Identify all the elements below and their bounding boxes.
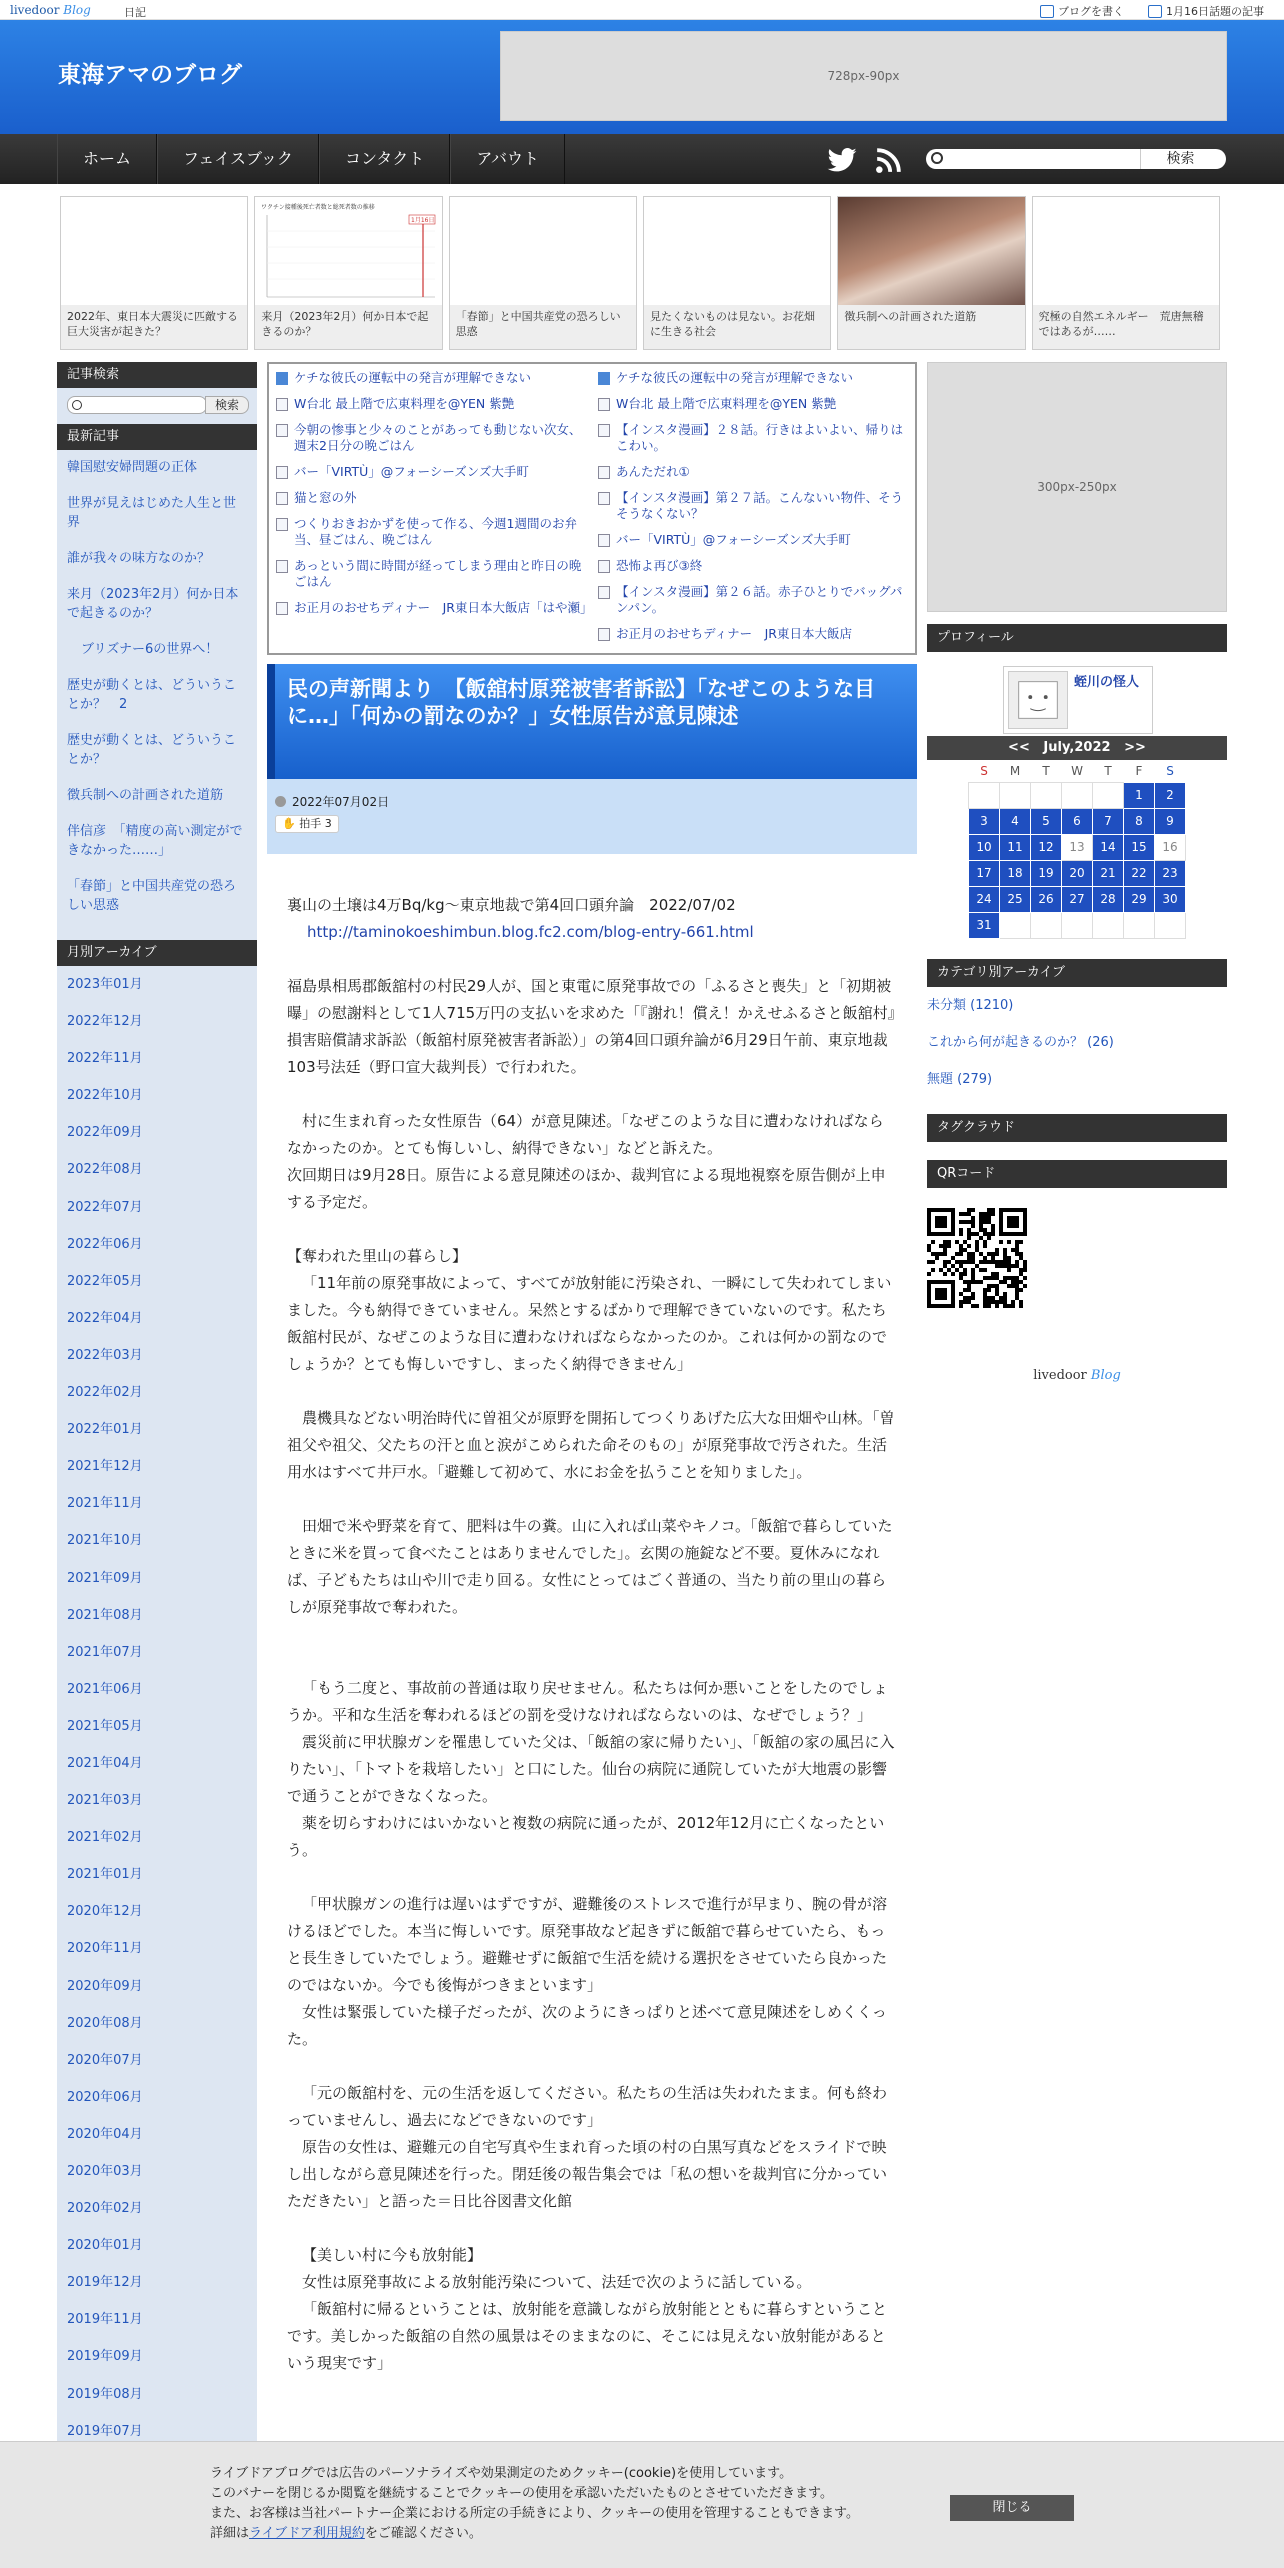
recent-posts-heading: 最新記事 bbox=[57, 424, 257, 450]
calendar-day-link[interactable]: 6 bbox=[1062, 808, 1093, 834]
archive-month-link[interactable]: 2019年07月 bbox=[67, 2423, 143, 2439]
sidebar-search-heading: 記事検索 bbox=[57, 362, 257, 388]
cookie-line: ライブドアブログでは広告のパーソナライズや効果測定のためクッキー(cookie)を使用しています。 bbox=[210, 2466, 793, 2481]
archive-month-link[interactable]: 2019年12月 bbox=[67, 2275, 143, 2291]
sidebar-ad-slot: 300px-250px bbox=[927, 362, 1227, 612]
recent-article-item[interactable] bbox=[595, 422, 913, 454]
thumb-card[interactable] bbox=[643, 196, 831, 350]
clap-icon: ✋ bbox=[282, 817, 296, 830]
article-title[interactable]: 民の声新聞より 【飯舘村原発被害者訴訟】「なぜこのような目に…」「何かの罰なのか？」女性原告が意見陳述 bbox=[287, 677, 875, 728]
cookie-line-pre: 詳細は bbox=[210, 2526, 250, 2541]
thumb-chart-title: ワクチン接種後死亡者数と総死者数の推移 bbox=[261, 204, 376, 211]
clap-count: 3 bbox=[324, 817, 332, 830]
check-icon bbox=[598, 372, 610, 385]
calendar-day-link[interactable]: 18 bbox=[1000, 860, 1031, 886]
thumb-caption: 来月（2023年2月）何か日本で起きるのか？ bbox=[255, 305, 441, 349]
terms-link[interactable]: ライブドア利用規約 bbox=[249, 2526, 365, 2541]
calendar-icon bbox=[1148, 5, 1162, 18]
weekday-label: F bbox=[1135, 763, 1143, 778]
header-ad-slot: 728px-90px bbox=[500, 31, 1227, 121]
thumb-card[interactable] bbox=[837, 196, 1025, 350]
calendar-empty-cell bbox=[1031, 782, 1062, 808]
archive-month-link[interactable]: 2022年06月 bbox=[67, 1236, 143, 1252]
document-icon bbox=[598, 586, 610, 599]
article-subheading: 【奪われた里山の暮らし】 bbox=[287, 1247, 468, 1265]
category-link[interactable]: 未分類 (1210) bbox=[927, 997, 1014, 1013]
archive-month-link[interactable]: 2021年06月 bbox=[67, 1681, 143, 1697]
article-paragraph: 「もう二度と、事故前の普通は取り戻せません。私たちは何か悪いことをしたのでしょうか。平和な生活を奪われるほどの罰を受けなければならないのは、なぜでしょう？」 bbox=[287, 1679, 888, 1724]
article-paragraph: 裏山の土壌は4万Bq/kg～東京地裁で第4回口頭弁論 2022/07/02 bbox=[287, 896, 736, 914]
document-icon bbox=[276, 492, 288, 505]
archive-month-link[interactable]: 2022年03月 bbox=[67, 1347, 143, 1363]
recent-article-item[interactable] bbox=[273, 490, 591, 506]
source-link[interactable]: http://taminokoeshimbun.blog.fc2.com/blog-entry-661.html bbox=[307, 923, 754, 941]
recent-post-link[interactable]: 来月（2023年2月）何か日本で起きるのか？ bbox=[67, 587, 239, 621]
recent-article-title: 今朝の惨事と少々のことがあっても動じない次女、週末2日分の晩ごはん bbox=[294, 422, 582, 453]
calendar-day-link[interactable]: 20 bbox=[1062, 860, 1093, 886]
article-paragraph: 「11年前の原発事故によって、すべてが放射能に汚染され、一瞬にして失われてしまいました。今も納得できていません。呆然とするばかりで理解できていないのです。私たち飯舘村民が、なぜこのような目に遭わなければならなかったのか。これは何かの罰なのでしょうか？とても悔しいですし、まったく納得できません」 bbox=[287, 1274, 892, 1373]
category-link[interactable]: 無題 (279) bbox=[927, 1071, 993, 1087]
recent-article-item[interactable] bbox=[595, 558, 913, 574]
site-header bbox=[0, 20, 1284, 134]
recent-article-item[interactable] bbox=[273, 558, 591, 590]
calendar-day-link[interactable]: 15 bbox=[1124, 834, 1155, 860]
recent-article-title: バー「VIRTÙ」@フォーシーズンズ大手町 bbox=[616, 532, 851, 547]
search-icon bbox=[931, 152, 943, 164]
archive-month-link[interactable]: 2020年12月 bbox=[67, 1904, 143, 1920]
search-icon bbox=[72, 400, 82, 410]
footer-brand-suffix: Blog bbox=[1090, 1367, 1121, 1383]
archive-month-link[interactable]: 2022年01月 bbox=[67, 1422, 143, 1438]
archive-month-link[interactable]: 2021年04月 bbox=[67, 1755, 143, 1771]
cookie-banner bbox=[0, 2441, 1284, 2568]
recent-article-title: お正月のおせちディナー JR東日本大飯店 bbox=[616, 626, 852, 641]
document-icon bbox=[276, 398, 288, 411]
recent-posts-list bbox=[57, 450, 257, 940]
nav-contact[interactable]: コンタクト bbox=[319, 134, 450, 184]
recent-post-link[interactable]: 伴信彦 「精度の高い測定ができなかった……」 bbox=[67, 824, 243, 858]
calendar-empty-cell bbox=[1000, 912, 1031, 938]
qr-code bbox=[927, 1208, 1027, 1308]
archive-month-link[interactable]: 2022年07月 bbox=[67, 1199, 143, 1215]
weekday-label: S bbox=[1166, 763, 1174, 778]
article-paragraph: 震災前に甲状腺ガンを罹患していた父は、「飯舘の家に帰りたい」、「飯舘の家の風呂に入りたい」、「トマトを栽培したい」と口にした。仙台の病院に通院していたが大地震の影響で通うことができなくなった。 bbox=[287, 1733, 895, 1805]
article-paragraph: 女性は緊張していた様子だったが、次のようにきっぱりと述べて意見陳述をしめくくった。 bbox=[287, 2003, 887, 2048]
calendar-empty-cell bbox=[1124, 912, 1155, 938]
recent-post-link[interactable]: 「春節」と中国共産党の恐ろしい思惑 bbox=[67, 879, 237, 913]
nav-facebook[interactable]: フェイスブック bbox=[157, 134, 319, 184]
weekday-label: M bbox=[1009, 763, 1021, 778]
recent-article-item[interactable] bbox=[595, 464, 913, 480]
header-search bbox=[926, 149, 1226, 169]
calendar-day-link[interactable]: 11 bbox=[1000, 834, 1031, 860]
cookie-text bbox=[210, 2464, 950, 2544]
clap-button[interactable] bbox=[275, 815, 339, 833]
document-icon bbox=[598, 628, 610, 641]
thumb-chart-note: 1月16日 bbox=[411, 217, 435, 224]
calendar-day-link[interactable]: 24 bbox=[969, 886, 1000, 912]
archive-month-link[interactable]: 2020年09月 bbox=[67, 1978, 143, 1994]
document-icon bbox=[276, 560, 288, 573]
archive-month-link[interactable]: 2019年08月 bbox=[67, 2386, 143, 2402]
archive-month-link[interactable]: 2020年01月 bbox=[67, 2238, 143, 2254]
calendar-day-link[interactable]: 7 bbox=[1093, 808, 1124, 834]
recent-article-item[interactable] bbox=[273, 464, 591, 480]
recent-post-link[interactable]: 歴史が動くとは、どういうことか？ bbox=[67, 733, 237, 767]
archive-month-link[interactable]: 2022年12月 bbox=[67, 1014, 143, 1030]
calendar-day-link[interactable]: 23 bbox=[1155, 860, 1186, 886]
calendar-empty-cell bbox=[1062, 912, 1093, 938]
calendar-day-link[interactable]: 2 bbox=[1155, 782, 1186, 808]
clock-icon bbox=[275, 796, 286, 807]
weekday-label: T bbox=[1104, 763, 1112, 778]
recent-article-title: 【インスタ漫画】２８話。行きはよいよい、帰りはこわい。 bbox=[616, 422, 904, 453]
cookie-line-post: をご確認ください。 bbox=[364, 2526, 482, 2541]
recent-article-title: 恐怖よ再び③終 bbox=[616, 558, 703, 573]
brand-suffix: Blog bbox=[63, 3, 91, 17]
archive-month-link[interactable]: 2021年11月 bbox=[67, 1496, 143, 1512]
article-paragraph: 村に生まれ育った女性原告（64）が意見陳述。「なぜこのような目に遭わなければならなかったのか。とても悔しいし、納得できない」などと訴えた。 bbox=[287, 1112, 884, 1157]
recent-post-link[interactable]: 徴兵制への計画された道筋 bbox=[67, 788, 224, 803]
thumb-card[interactable] bbox=[1032, 196, 1220, 350]
write-blog-label: ブログを書く bbox=[1058, 5, 1124, 18]
recent-articles-left-col bbox=[273, 370, 591, 626]
livedoor-blog-footer-logo[interactable] bbox=[1017, 1368, 1137, 1383]
calendar-day-link[interactable]: 19 bbox=[1031, 860, 1062, 886]
nav-home[interactable]: ホーム bbox=[57, 134, 157, 184]
article-paragraph: 次回期日は9月28日。原告による意見陳述のほか、裁判官による現地視察を原告側が上申する予定だ。 bbox=[287, 1166, 886, 1211]
write-blog-link[interactable] bbox=[1040, 3, 1124, 19]
calendar-empty-cell bbox=[1093, 912, 1124, 938]
weekday-label: W bbox=[1071, 763, 1083, 778]
recent-article-title: あっという間に時間が経ってしまう理由と昨日の晩ごはん bbox=[294, 558, 582, 589]
cookie-line: このバナーを閉じるか閲覧を継続することでクッキーの使用を承認いただいたものとさせていただきます。 bbox=[210, 2486, 833, 2501]
cookie-line bbox=[210, 2524, 950, 2544]
calendar-day-link[interactable]: 28 bbox=[1093, 886, 1124, 912]
top-bar bbox=[0, 0, 1284, 20]
recent-article-title: W台北 最上階で広東料理を@YEN 紫艶 bbox=[616, 396, 837, 411]
document-icon bbox=[598, 424, 610, 437]
recent-article-item[interactable] bbox=[273, 422, 591, 454]
thumb-card[interactable] bbox=[254, 196, 442, 350]
profile-widget bbox=[927, 652, 1227, 736]
livedoor-blog-logo[interactable] bbox=[10, 3, 91, 17]
sidebar-search bbox=[57, 388, 257, 424]
rss-icon[interactable] bbox=[875, 148, 901, 174]
profile-name[interactable]: 蛭川の怪人 bbox=[1074, 675, 1140, 690]
brand-text: livedoor bbox=[10, 3, 60, 17]
archive-month-link[interactable]: 2021年10月 bbox=[67, 1533, 143, 1549]
category-link[interactable]: これから何が起きるのか？ (26) bbox=[927, 1034, 1114, 1050]
calendar-day-link[interactable]: 30 bbox=[1155, 886, 1186, 912]
calendar-day-link[interactable]: 3 bbox=[969, 808, 1000, 834]
sidebar-search-input[interactable] bbox=[67, 396, 207, 414]
thumb-caption: 徴兵制への計画された道筋 bbox=[838, 305, 1024, 349]
calendar-empty-cell bbox=[1093, 782, 1124, 808]
article-paragraph: 「飯舘村に帰るということは、放射能を意識しながら放射能とともに暮らすということです。美しかった飯舘の自然の風景はそのままなのに、そこには見えない放射能があるという現実です」 bbox=[287, 2300, 888, 2372]
today-topics-link[interactable] bbox=[1148, 3, 1264, 19]
profile-heading: プロフィール bbox=[927, 624, 1227, 652]
calendar-header bbox=[927, 736, 1227, 760]
right-sidebar bbox=[927, 362, 1227, 1383]
twitter-icon[interactable] bbox=[826, 148, 858, 172]
archive-month-link[interactable]: 2021年05月 bbox=[67, 1718, 143, 1734]
recent-article-title: あんただれ① bbox=[616, 464, 690, 479]
featured-thumbnails bbox=[60, 196, 1220, 350]
sidebar-search-button[interactable]: 検索 bbox=[205, 396, 249, 414]
archive-month-link[interactable]: 2021年03月 bbox=[67, 1793, 143, 1809]
thumb-caption: 究極の自然エネルギー 荒唐無稽ではあるが…… bbox=[1033, 305, 1219, 349]
recent-article-title: つくりおきおかずを使って作る、今週1週間のお弁当、昼ごはん、晩ごはん bbox=[294, 516, 577, 547]
archive-month-link[interactable]: 2021年07月 bbox=[67, 1644, 143, 1660]
recent-article-title: バー「VIRTÙ」@フォーシーズンズ大手町 bbox=[294, 464, 529, 479]
article-meta bbox=[267, 779, 917, 854]
category-list bbox=[927, 987, 1227, 1114]
calendar-day-link[interactable]: 25 bbox=[1000, 886, 1031, 912]
archive-month-link[interactable]: 2020年07月 bbox=[67, 2052, 143, 2068]
topbar-diary-link[interactable]: 日記 bbox=[124, 6, 146, 19]
article-header bbox=[267, 664, 917, 779]
document-icon bbox=[276, 602, 288, 615]
qr-heading: QRコード bbox=[927, 1160, 1227, 1188]
recent-article-item[interactable] bbox=[595, 532, 913, 548]
calendar-day-link[interactable]: 27 bbox=[1062, 886, 1093, 912]
calendar-empty-cell bbox=[1155, 912, 1186, 938]
today-topics-label: 1月16日話題の記事 bbox=[1166, 5, 1264, 18]
calendar-day-link[interactable]: 5 bbox=[1031, 808, 1062, 834]
main-nav bbox=[0, 134, 1284, 184]
archive-month-link[interactable]: 2022年02月 bbox=[67, 1385, 143, 1401]
document-icon bbox=[598, 466, 610, 479]
archive-month-link[interactable]: 2019年09月 bbox=[67, 2349, 143, 2365]
archive-month-link[interactable]: 2020年08月 bbox=[67, 2015, 143, 2031]
article-date bbox=[275, 793, 389, 810]
cookie-line: また、お客様は当社パートナー企業における所定の手続きにより、クッキーの使用を管理することもできます。 bbox=[210, 2506, 859, 2521]
archive-month-link[interactable]: 2019年11月 bbox=[67, 2312, 143, 2328]
recent-article-item[interactable] bbox=[595, 584, 913, 616]
thumb-photo bbox=[838, 197, 1025, 307]
clap-label: 拍手 bbox=[299, 817, 322, 830]
recent-article-item[interactable] bbox=[273, 516, 591, 548]
archive-month-link[interactable]: 2021年08月 bbox=[67, 1607, 143, 1623]
archive-month-link[interactable]: 2020年02月 bbox=[67, 2201, 143, 2217]
recent-post-link[interactable]: 歴史が動くとは、どういうことか？ 2 bbox=[67, 678, 237, 712]
weekday-label: S bbox=[980, 763, 988, 778]
calendar-next[interactable]: >> bbox=[1124, 740, 1146, 755]
calendar-day-link[interactable]: 31 bbox=[969, 912, 1000, 938]
archive-month-link[interactable]: 2022年11月 bbox=[67, 1051, 143, 1067]
calendar-day-link[interactable]: 1 bbox=[1124, 782, 1155, 808]
calendar-day-link[interactable]: 21 bbox=[1093, 860, 1124, 886]
thumb-card[interactable] bbox=[60, 196, 248, 350]
recent-post-link[interactable]: 韓国慰安婦問題の正体 bbox=[67, 460, 198, 475]
calendar-day-link[interactable]: 4 bbox=[1000, 808, 1031, 834]
header-search-button[interactable]: 検索 bbox=[1140, 149, 1220, 169]
calendar-empty-cell bbox=[969, 782, 1000, 808]
recent-post-link[interactable]: 誰が我々の味方なのか？ bbox=[67, 551, 211, 566]
calendar-day-link[interactable]: 9 bbox=[1155, 808, 1186, 834]
article-body bbox=[287, 892, 897, 2377]
avatar bbox=[1008, 671, 1068, 729]
recent-articles-box bbox=[267, 362, 917, 655]
recent-article-title: ケチな彼氏の運転中の発言が理解できない bbox=[616, 370, 854, 385]
article-paragraph: 「元の飯舘村を、元の生活を返してください。私たちの生活は失われたまま。何も終わっていませんし、過去になどできないのです」 bbox=[287, 2084, 888, 2129]
header-search-input[interactable] bbox=[948, 151, 1134, 167]
archive-month-link[interactable]: 2021年01月 bbox=[67, 1867, 143, 1883]
archive-month-link[interactable]: 2020年06月 bbox=[67, 2089, 143, 2105]
check-icon bbox=[276, 372, 288, 385]
weekday-label: T bbox=[1042, 763, 1050, 778]
archive-month-link[interactable]: 2022年10月 bbox=[67, 1088, 143, 1104]
document-icon bbox=[598, 560, 610, 573]
archive-month-link[interactable]: 2022年08月 bbox=[67, 1162, 143, 1178]
article-date-text: 2022年07月02日 bbox=[292, 795, 390, 809]
calendar-empty-cell bbox=[1000, 782, 1031, 808]
calendar-day-link[interactable]: 14 bbox=[1093, 834, 1124, 860]
document-icon bbox=[276, 518, 288, 531]
archive-month-link[interactable]: 2021年09月 bbox=[67, 1570, 143, 1586]
article-paragraph: 女性は原発事故による放射能汚染について、法廷で次のように話している。 bbox=[302, 2273, 812, 2291]
thumb-card[interactable] bbox=[449, 196, 637, 350]
recent-article-item[interactable] bbox=[595, 490, 913, 522]
archive-month-link[interactable]: 2022年04月 bbox=[67, 1310, 143, 1326]
cookie-close-button[interactable]: 閉じる bbox=[950, 2495, 1074, 2521]
recent-article-title: 猫と窓の外 bbox=[294, 490, 357, 505]
calendar-day-link[interactable]: 12 bbox=[1031, 834, 1062, 860]
archive-month-link[interactable]: 2023年01月 bbox=[67, 977, 143, 992]
monthly-archive-list bbox=[57, 966, 257, 2450]
calendar-month: July,2022 bbox=[1043, 740, 1111, 755]
calendar-day-link[interactable]: 8 bbox=[1124, 808, 1155, 834]
calendar-empty-cell bbox=[1062, 782, 1093, 808]
recent-article-item[interactable] bbox=[595, 370, 913, 386]
calendar-day: 13 bbox=[1062, 834, 1093, 860]
recent-post-link[interactable]: ブリズナー6の世界へ！ bbox=[81, 642, 219, 657]
document-icon bbox=[276, 424, 288, 437]
calendar-day-link[interactable]: 10 bbox=[969, 834, 1000, 860]
archive-month-link[interactable]: 2020年04月 bbox=[67, 2126, 143, 2142]
recent-article-item[interactable] bbox=[273, 370, 591, 386]
archive-month-link[interactable]: 2021年02月 bbox=[67, 1830, 143, 1846]
recent-article-title: 【インスタ漫画】第２７話。こんないい物件、そうそうなくない？ bbox=[616, 490, 904, 521]
profile-card[interactable] bbox=[1003, 666, 1153, 734]
calendar bbox=[968, 760, 1186, 939]
article-paragraph: 原告の女性は、避難元の自宅写真や生まれ育った頃の村の白黒写真などをスライドで映し出しながら意見陳述を行った。閉廷後の報告集会では「私の想いを裁判官に分かっていただきたい」と語った＝日比谷図書文化館 bbox=[287, 2138, 888, 2210]
archive-heading: 月別アーカイブ bbox=[57, 940, 257, 966]
recent-articles-right-col bbox=[595, 370, 913, 652]
tag-cloud-heading: タグクラウド bbox=[927, 1114, 1227, 1142]
archive-month-link[interactable]: 2020年11月 bbox=[67, 1941, 143, 1957]
document-icon bbox=[598, 534, 610, 547]
recent-article-item[interactable] bbox=[273, 396, 591, 412]
calendar-day-link[interactable]: 29 bbox=[1124, 886, 1155, 912]
recent-article-item[interactable] bbox=[273, 600, 591, 616]
article-paragraph: 薬を切らすわけにはいかないと複数の病院に通ったが、2012年12月に亡くなったという。 bbox=[287, 1814, 885, 1859]
recent-article-title: W台北 最上階で広東料理を@YEN 紫艶 bbox=[294, 396, 515, 411]
thumb-caption: 見たくないものは見ない。お花畑に生きる社会 bbox=[644, 305, 830, 349]
article-paragraph: 田畑で米や野菜を育て、肥料は牛の糞。山に入れば山菜やキノコ。「飯舘で暮らしていたときに米を買って食べたことはありませんでした」。玄関の施錠など不要。夏休みになれば、子どもたちは山や川で走り回る。女性にとってはごく普通の、当たり前の里山の暮らしが原発事故で奪われた。 bbox=[287, 1517, 893, 1616]
document-icon bbox=[276, 466, 288, 479]
calendar-day-link[interactable]: 26 bbox=[1031, 886, 1062, 912]
thumb-caption: 2022年、東日本大震災に匹敵する巨大災害が起きた？ bbox=[61, 305, 247, 349]
recent-article-item[interactable] bbox=[595, 396, 913, 412]
archive-month-link[interactable]: 2022年09月 bbox=[67, 1125, 143, 1141]
category-heading: カテゴリ別アーカイブ bbox=[927, 959, 1227, 987]
article-paragraph: 「甲状腺ガンの進行は遅いはずですが、避難後のストレスで進行が早まり、腕の骨が溶けるほどでした。本当に悔しいです。原発事故など起きずに飯舘で暮らせていたら、もっと長生きしていたでしょう。避難せずに飯舘で生活を続ける選択をさせていたら良かったのではないか。今でも後悔がつきまといます」 bbox=[287, 1895, 888, 1994]
calendar-empty-cell bbox=[1031, 912, 1062, 938]
recent-post-link[interactable]: 世界が見えはじめた人生と世界 bbox=[67, 496, 237, 530]
calendar-day-link[interactable]: 22 bbox=[1124, 860, 1155, 886]
thumb-chart-image bbox=[259, 201, 439, 301]
left-sidebar bbox=[57, 362, 257, 2512]
nav-about[interactable]: アバウト bbox=[450, 134, 565, 184]
recent-article-title: ケチな彼氏の運転中の発言が理解できない bbox=[294, 370, 532, 385]
footer-brand: livedoor bbox=[1033, 1367, 1087, 1383]
article-subheading: 【美しい村に今も放射能】 bbox=[302, 2246, 483, 2264]
article-paragraph: 農機具などない明治時代に曽祖父が原野を開拓してつくりあげた広大な田畑や山林。「曽祖父や祖父、父たちの汗と血と涙がこめられた命そのもの」が原発事故で汚された。生活用水はすべて井戸水。「避難して初めて、水にお金を払うことを知りました」。 bbox=[287, 1409, 895, 1481]
recent-article-item[interactable] bbox=[595, 626, 913, 642]
site-title[interactable]: 東海アマのブログ bbox=[58, 62, 242, 88]
pencil-icon bbox=[1040, 5, 1054, 18]
archive-month-link[interactable]: 2021年12月 bbox=[67, 1459, 143, 1475]
thumb-caption: 「春節」と中国共産党の恐ろしい思惑 bbox=[450, 305, 636, 349]
calendar-day-link[interactable]: 17 bbox=[969, 860, 1000, 886]
recent-article-title: 【インスタ漫画】第２６話。赤子ひとりでバッグパンパン。 bbox=[616, 584, 903, 615]
document-icon bbox=[598, 398, 610, 411]
archive-month-link[interactable]: 2020年03月 bbox=[67, 2164, 143, 2179]
calendar-day: 16 bbox=[1155, 834, 1186, 860]
archive-month-link[interactable]: 2022年05月 bbox=[67, 1273, 143, 1289]
article-paragraph: 福島県相馬郡飯舘村の村民29人が、国と東電に原発事故での「ふるさと喪失」と「初期被曝」の慰謝料として1人715万円の支払いを求めた「『謝れ！償え！かえせふるさと飯舘村』損害賠償請求訴訟（飯舘村原発被害者訴訟）」の第4回口頭弁論が6月29日午前、東京地裁103号法廷（野口宣大裁判長）で行われた。 bbox=[287, 977, 896, 1076]
document-icon bbox=[598, 492, 610, 505]
calendar-prev[interactable]: << bbox=[1008, 740, 1030, 755]
recent-article-title: お正月のおせちディナー JR東日本大飯店「はや瀬」 bbox=[294, 600, 593, 615]
